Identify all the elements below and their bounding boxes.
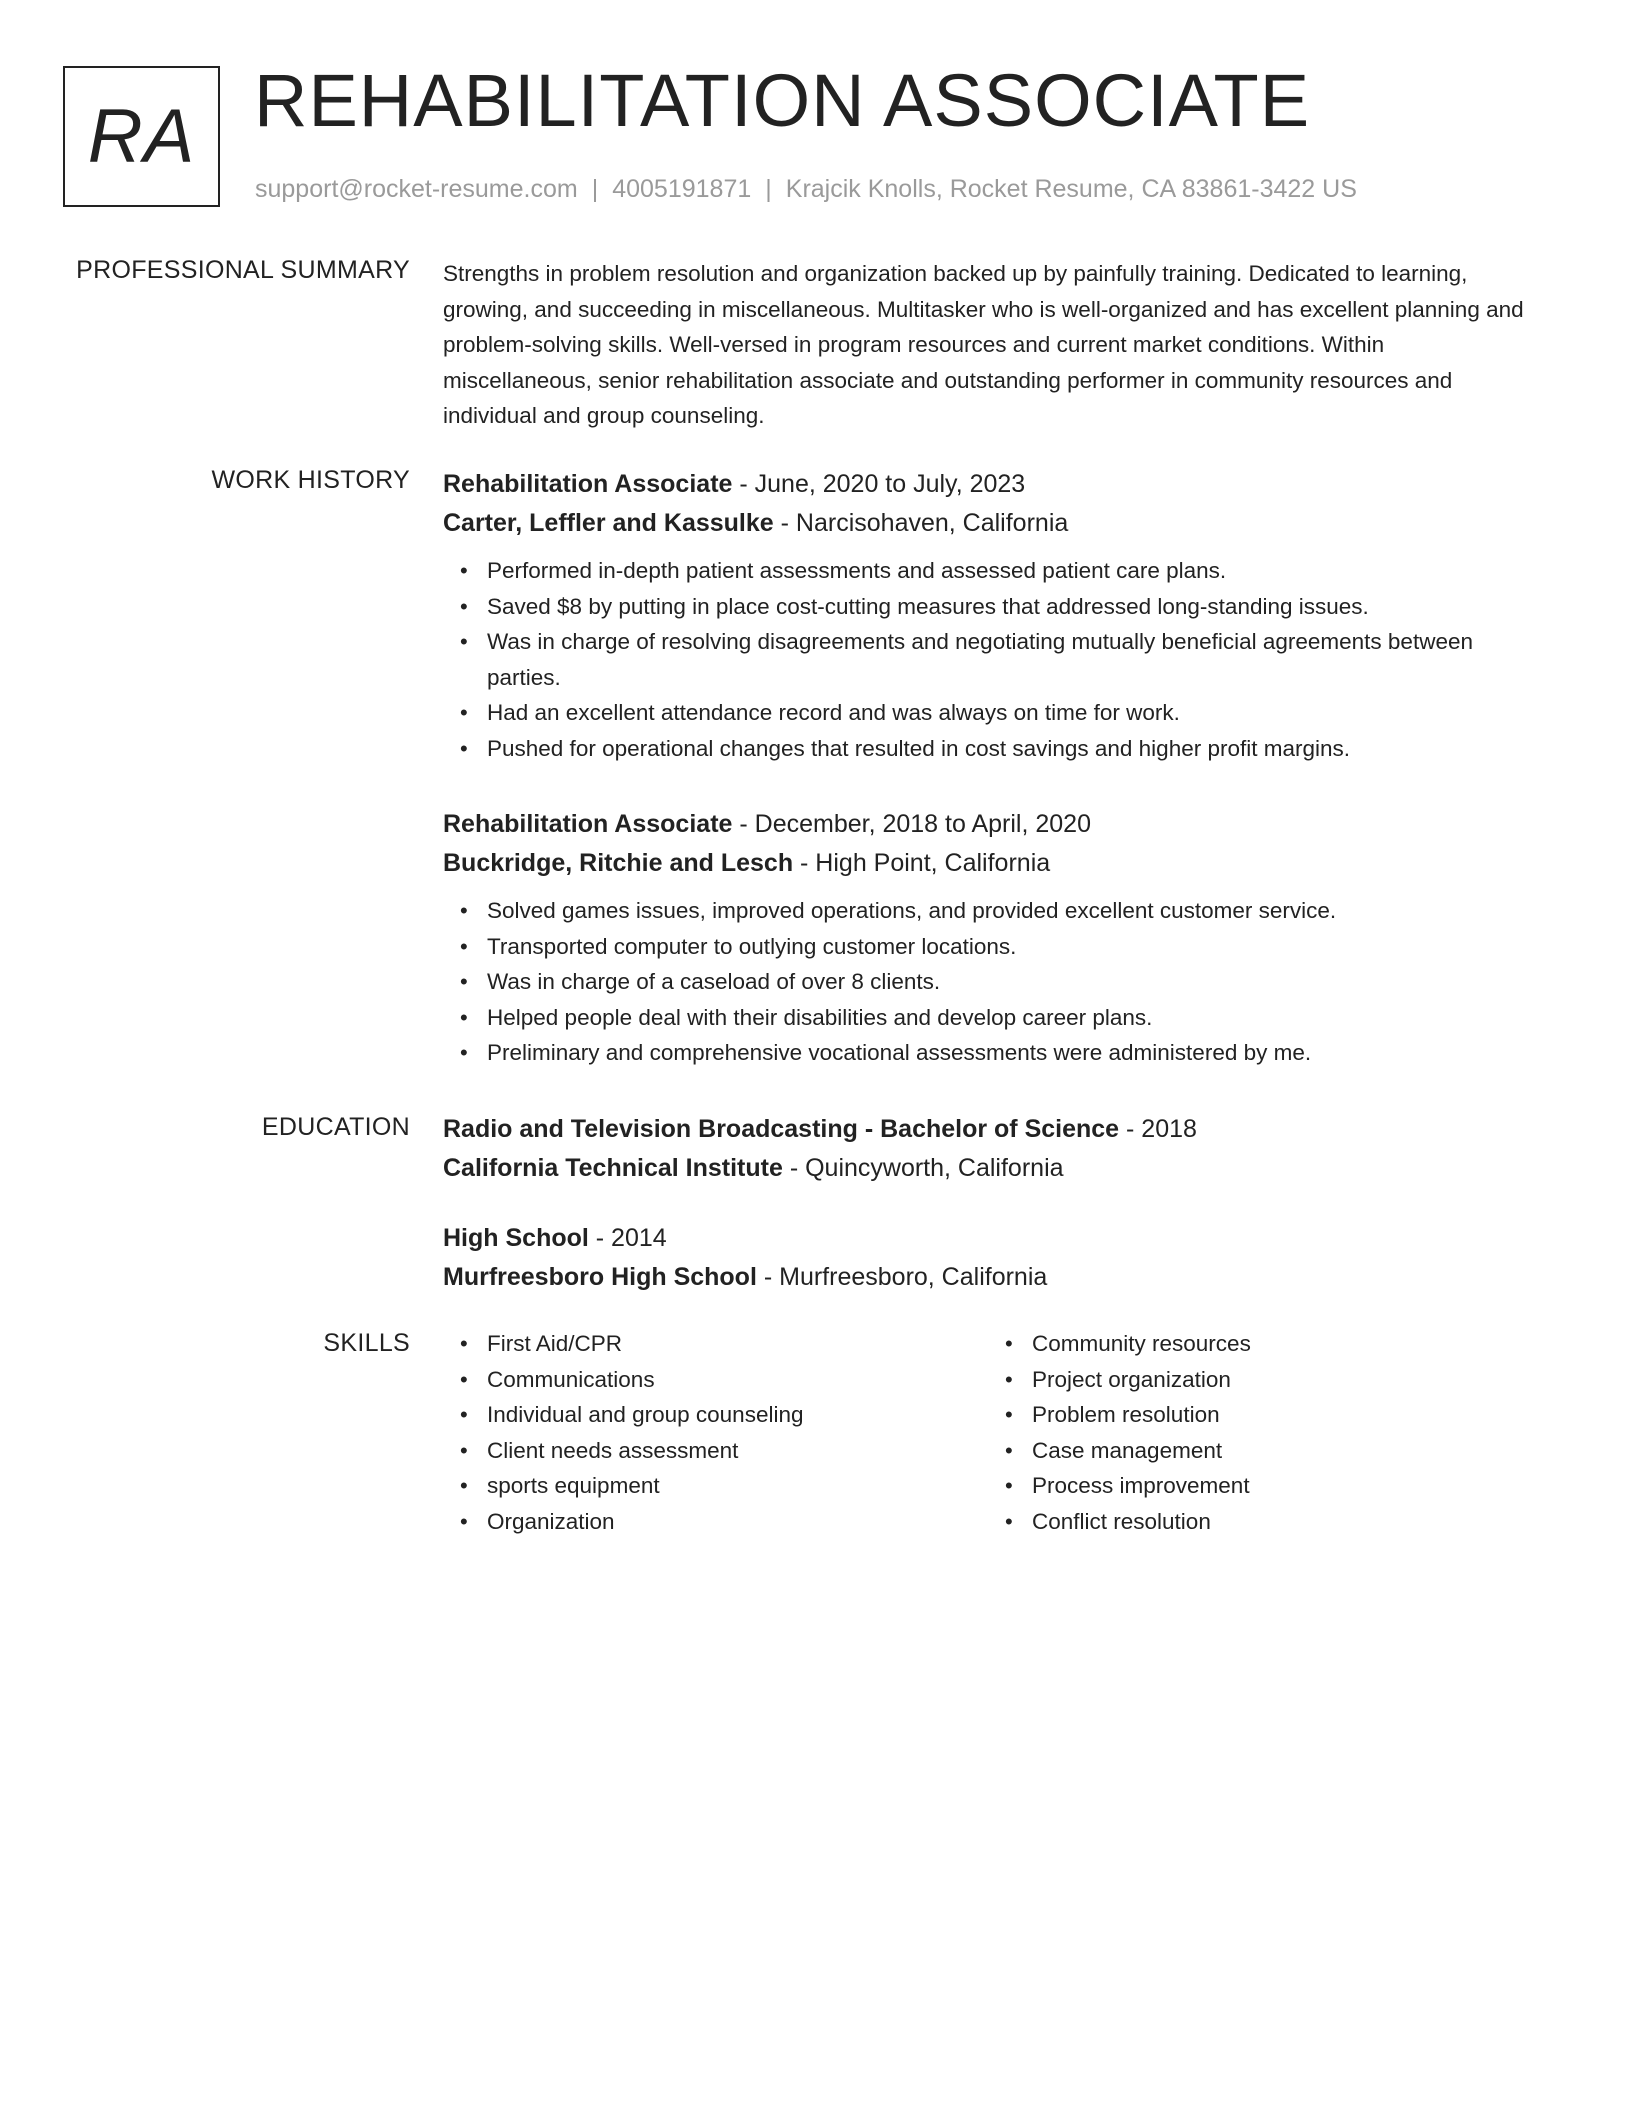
- list-item: • Individual and group counseling: [487, 1397, 803, 1433]
- contact-phone: 4005191871: [612, 175, 752, 203]
- job-company: Buckridge, Ritchie and Lesch: [443, 849, 794, 877]
- list-item: • Saved $8 by putting in place cost-cutting measures that addressed long-standing issues.: [487, 589, 1533, 625]
- list-item: • Was in charge of a caseload of over 8 clients.: [487, 964, 1533, 1000]
- list-item: • Performed in-depth patient assessments and assessed patient care plans.: [487, 553, 1533, 589]
- job-dates: - December, 2018 to April, 2020: [732, 810, 1091, 838]
- job-company-line: [443, 844, 1533, 883]
- monogram-badge: [63, 66, 220, 207]
- list-item: • Solved games issues, improved operations, and provided excellent customer service.: [487, 893, 1533, 929]
- list-item: • Was in charge of resolving disagreements and negotiating mutually beneficial agreements between parties.: [487, 624, 1533, 695]
- work-entry: [443, 805, 1533, 1071]
- school-location: - Quincyworth, California: [782, 1154, 1064, 1182]
- contact-email: support@rocket-resume.com: [255, 175, 578, 203]
- contact-line: [255, 172, 1357, 206]
- section-label-work: WORK HISTORY: [211, 466, 410, 494]
- contact-separator: |: [765, 175, 772, 203]
- contact-address: Krajcik Knolls, Rocket Resume, CA 83861-3422 US: [785, 175, 1357, 203]
- list-item: • Communications: [487, 1362, 803, 1398]
- skills-section: [443, 1326, 1533, 1546]
- degree-line: [443, 1219, 1533, 1258]
- list-item: • sports equipment: [487, 1468, 803, 1504]
- list-item: • Pushed for operational changes that resulted in cost savings and higher profit margins.: [487, 731, 1533, 767]
- job-location: - Narcisohaven, California: [773, 509, 1069, 537]
- job-title-line: [443, 805, 1533, 844]
- school-line: [443, 1149, 1533, 1188]
- job-dates: - June, 2020 to July, 2023: [732, 470, 1026, 498]
- section-label-education: EDUCATION: [261, 1113, 410, 1141]
- job-title: Rehabilitation Associate: [443, 810, 733, 838]
- list-item: • Case management: [1032, 1433, 1251, 1469]
- education-entry: [443, 1110, 1533, 1188]
- list-item: • Problem resolution: [1032, 1397, 1251, 1433]
- section-label-skills: SKILLS: [323, 1329, 410, 1357]
- list-item: • Organization: [487, 1504, 803, 1540]
- school-name: Murfreesboro High School: [443, 1263, 757, 1291]
- school-line: [443, 1258, 1533, 1297]
- list-item: • Community resources: [1032, 1326, 1251, 1362]
- list-item: • Process improvement: [1032, 1468, 1251, 1504]
- job-company: Carter, Leffler and Kassulke: [443, 509, 774, 537]
- job-title: Rehabilitation Associate: [443, 470, 733, 498]
- monogram-initials: RA: [87, 94, 196, 179]
- job-bullets: [443, 553, 1533, 766]
- education-entry: [443, 1219, 1533, 1297]
- summary-text: Strengths in problem resolution and organization backed up by painfully training. Dedicated to learning, growing, and succeeding in miscellaneous. Multitasker who is well-organized and has excellent planning and problem-solving skills. Well-versed in program resources and current market conditions. Within miscellaneous, senior rehabilitation associate and outstanding performer in community resources and individual and group counseling.: [443, 261, 1524, 428]
- job-company-line: [443, 504, 1533, 543]
- degree-name: Radio and Television Broadcasting - Bachelor of Science: [443, 1115, 1120, 1143]
- degree-year: - 2014: [588, 1224, 667, 1252]
- job-title-line: [443, 465, 1533, 504]
- job-bullets: [443, 893, 1533, 1071]
- skills-list-right: [988, 1326, 1251, 1539]
- degree-name: High School: [443, 1224, 589, 1252]
- contact-separator: |: [591, 175, 599, 203]
- list-item: • Preliminary and comprehensive vocational assessments were administered by me.: [487, 1035, 1533, 1071]
- list-item: • Had an excellent attendance record and was always on time for work.: [487, 695, 1533, 731]
- school-name: California Technical Institute: [443, 1154, 783, 1182]
- work-entry: [443, 465, 1533, 766]
- list-item: • Transported computer to outlying customer locations.: [487, 929, 1533, 965]
- list-item: • Client needs assessment: [487, 1433, 803, 1469]
- school-location: - Murfreesboro, California: [756, 1263, 1048, 1291]
- degree-line: [443, 1110, 1533, 1149]
- degree-year: - 2018: [1119, 1115, 1197, 1143]
- list-item: • Project organization: [1032, 1362, 1251, 1398]
- list-item: • First Aid/CPR: [487, 1326, 803, 1362]
- section-label-summary: PROFESSIONAL SUMMARY: [76, 256, 410, 284]
- summary-section: [443, 256, 1533, 434]
- candidate-name: REHABILITATION ASSOCIATE: [254, 59, 1311, 142]
- list-item: • Conflict resolution: [1032, 1504, 1251, 1540]
- skills-list-left: [443, 1326, 803, 1539]
- job-location: - High Point, California: [793, 849, 1051, 877]
- list-item: • Helped people deal with their disabilities and develop career plans.: [487, 1000, 1533, 1036]
